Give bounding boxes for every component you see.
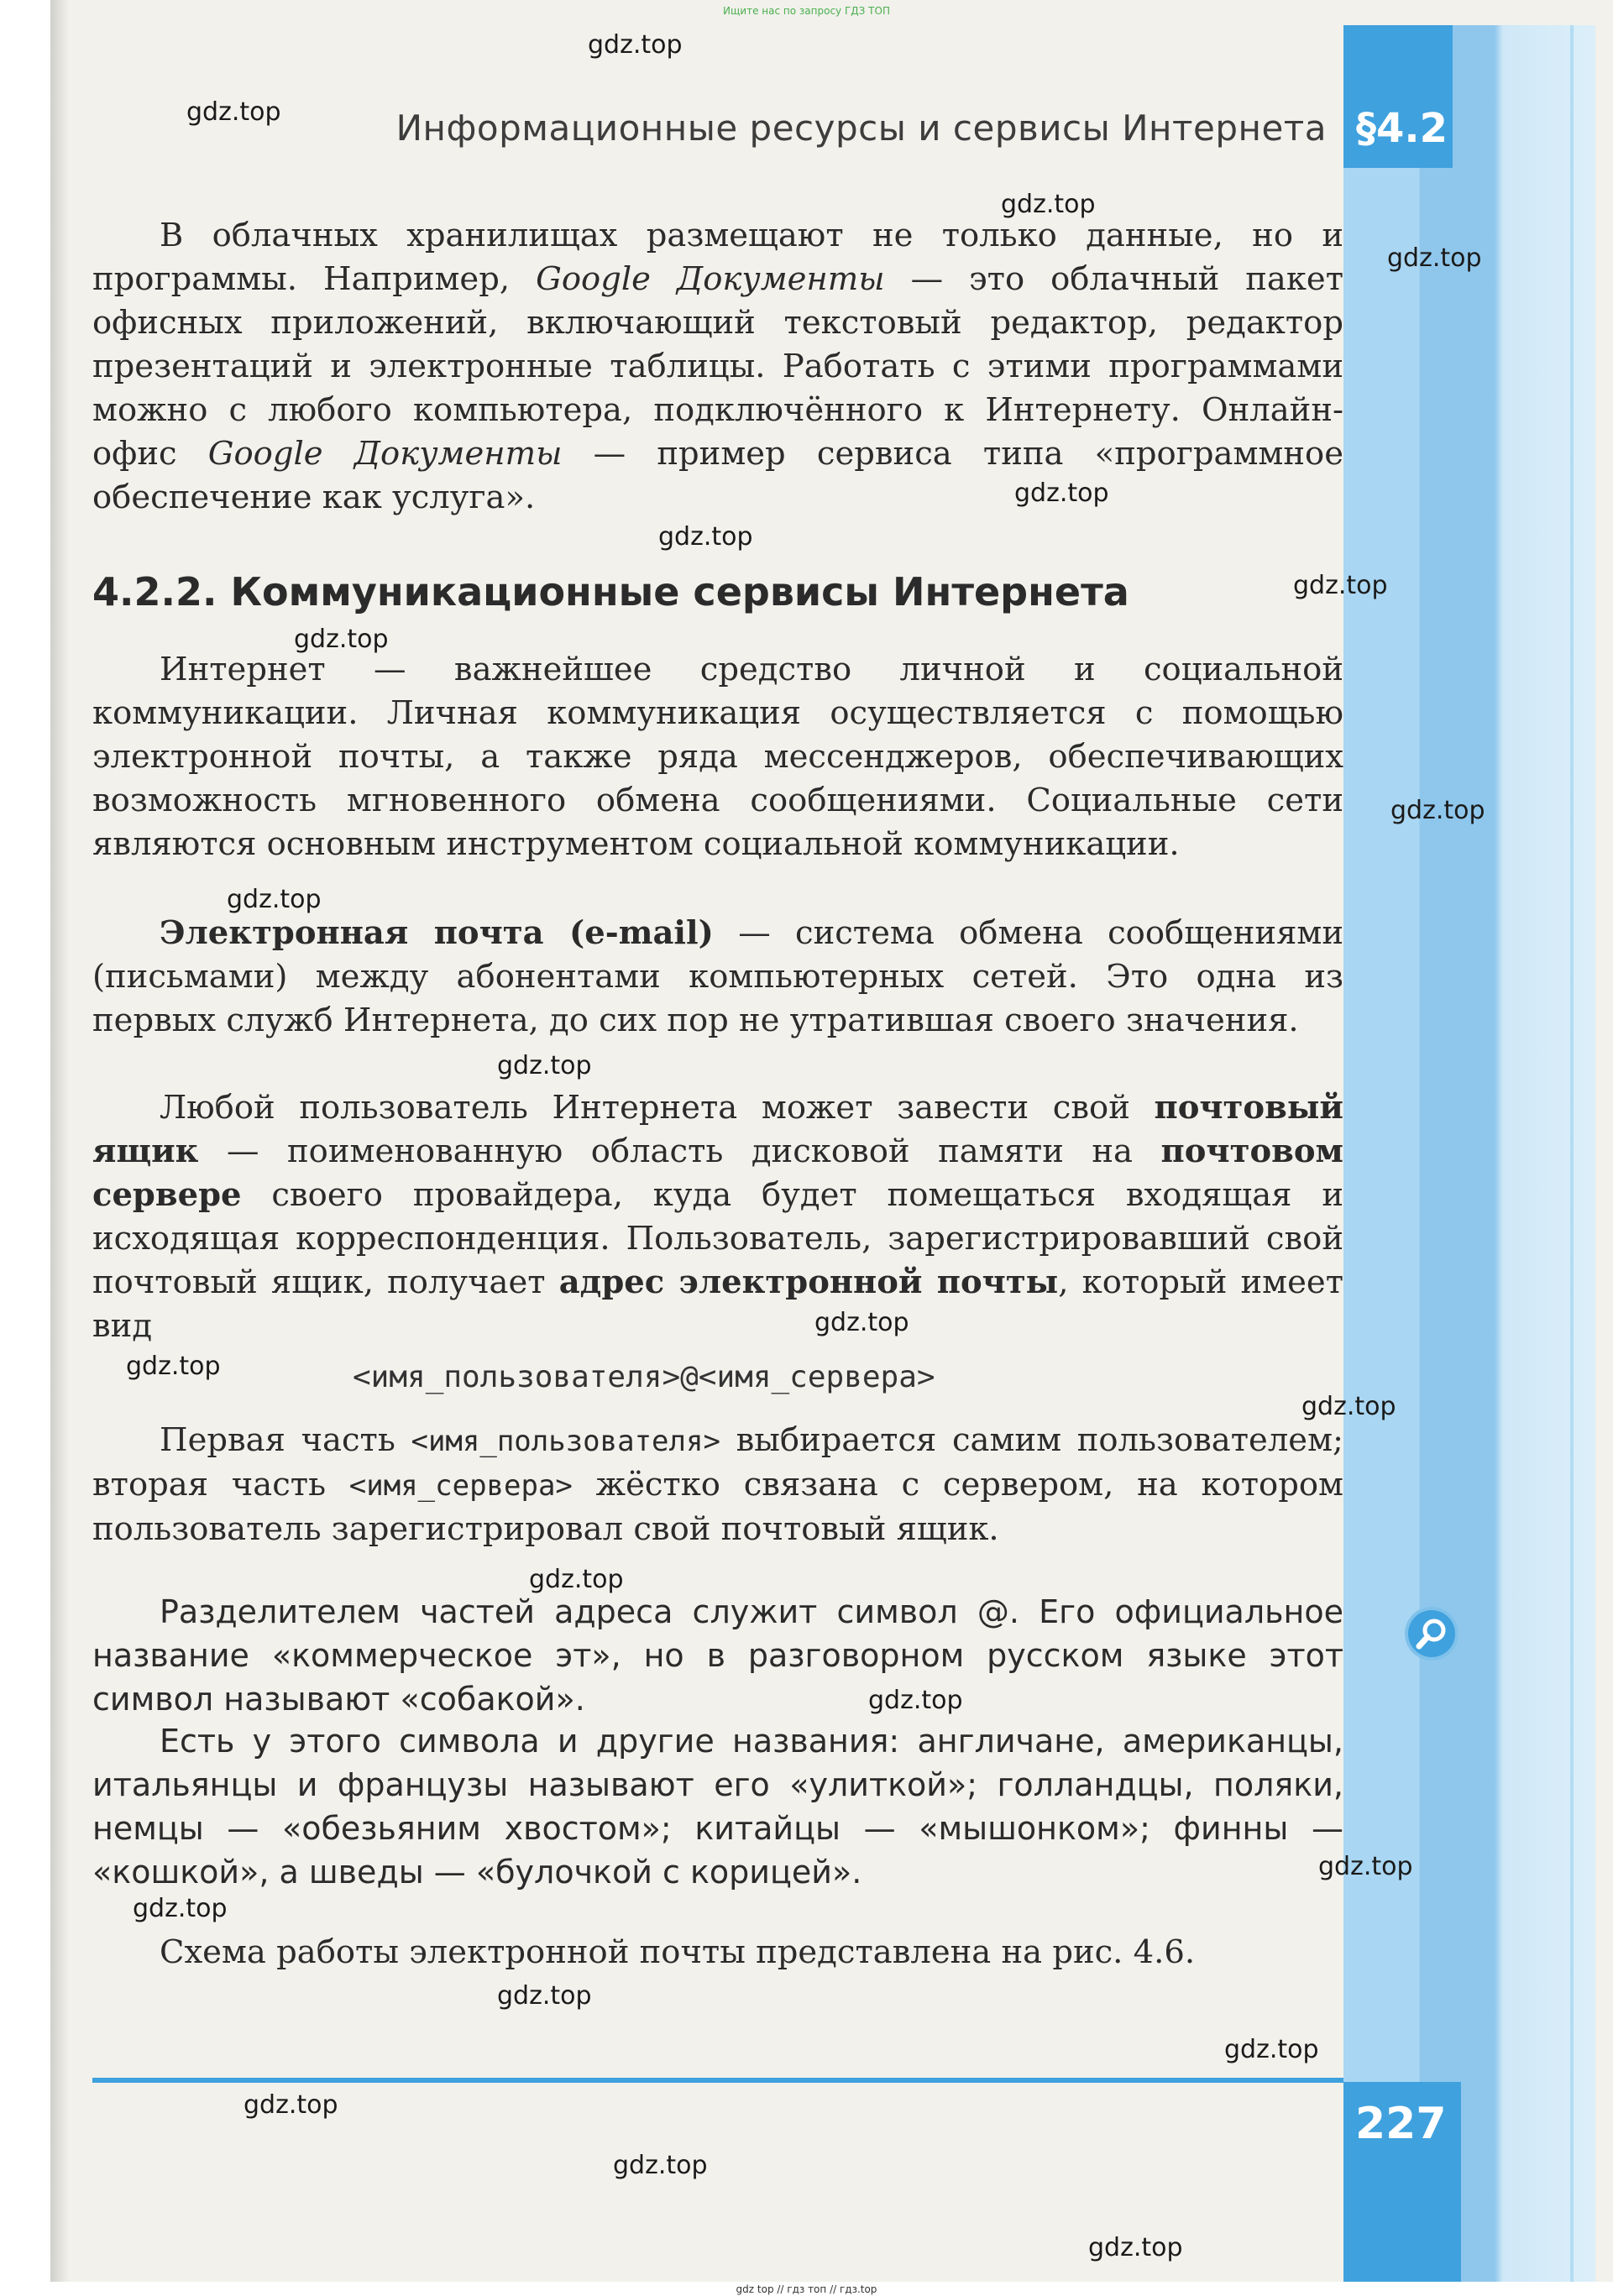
page-fold-shadow	[50, 0, 69, 2282]
footer-rule	[92, 2078, 1343, 2083]
watermark: gdz.top	[1301, 1392, 1396, 1421]
watermark: gdz.top	[1014, 479, 1109, 508]
running-head: Информационные ресурсы и сервисы Интернета	[395, 107, 1327, 149]
watermark: gdz.top	[868, 1686, 963, 1715]
watermark: gdz.top	[1390, 796, 1485, 825]
magnifier-icon	[1408, 1610, 1455, 1657]
watermark: gdz.top	[227, 885, 322, 914]
address-format: <имя_пользователя>@<имя_сервера>	[353, 1360, 935, 1394]
parts-paragraph: Первая часть <имя_пользователя> выбирается самим пользователем; вторая часть <имя_сервера> жёстко связана с сервером, на котором пользователь зарегистрировал свой почтовый ящик.	[92, 1421, 1343, 1548]
cloud-paragraph: В облачных хранилищах размещают не только данные, но и программы. Например, Google Документы — это облачный пакет офисных приложений, включающий текстовый редактор, редактор презентаций и электронные таблицы. Работать с этими программами можно с любого компьютера, подключённого к Интернету. Онлайн-офис Google Документы — пример сервиса типа «программное обеспечение как услуга».	[92, 217, 1343, 516]
watermark: gdz.top	[1318, 1852, 1413, 1881]
watermark: gdz.top	[294, 625, 389, 654]
separator-note: Разделителем частей адреса служит символ @. Его официальное название «коммерческое эт», но в разговорном русском языке этот символ называют «собакой».	[92, 1593, 1343, 1718]
side-color-strip	[1343, 25, 1595, 2282]
watermark: gdz.top	[186, 97, 281, 127]
watermark: gdz.top	[126, 1352, 221, 1381]
watermark: gdz.top	[497, 1051, 592, 1080]
watermark: gdz.top	[1088, 2233, 1183, 2262]
watermark: gdz.top	[1001, 190, 1096, 219]
page-number: 227	[1355, 2099, 1447, 2149]
names-note: Есть у этого символа и другие названия: англичане, американцы, итальянцы и французы называют его «улиткой»; голландцы, поляки, немцы — «обезьяним хвостом»; китайцы — «мышонком»; финны — «кошкой», а шведы — «булочкой с корицей».	[92, 1723, 1343, 1891]
section-tab	[1343, 25, 1453, 168]
watermark: gdz.top	[588, 30, 683, 60]
watermark: gdz.top	[1387, 243, 1482, 273]
bottom-note: gdz top // гдз топ // гдз.top	[736, 2283, 877, 2295]
watermark: gdz.top	[613, 2151, 708, 2180]
page-number-tab	[1343, 2082, 1461, 2282]
watermark: gdz.top	[244, 2090, 338, 2120]
internet-paragraph: Интернет — важнейшее средство личной и социальной коммуникации. Личная коммуникация осуществляется с помощью электронной почты, а также ряда мессенджеров, обеспечивающих возможность мгновенного обмена сообщениями. Социальные сети являются основным инструментом социальной коммуникации.	[92, 651, 1343, 863]
watermark: gdz.top	[133, 1894, 228, 1923]
watermark: gdz.top	[529, 1565, 624, 1594]
watermark: gdz.top	[658, 522, 753, 552]
mailbox-paragraph: Любой пользователь Интернета может завести свой почтовый ящик — поименованную область дисковой памяти на почтовом сервере своего провайдера, куда будет помещаться входящая и исходящая корреспонденция. Пользователь, зарегистрировавший свой почтовый ящик, получает адрес электронной почты, который имеет вид	[92, 1089, 1343, 1345]
section-heading: 4.2.2. Коммуникационные сервисы Интернета	[92, 569, 1129, 615]
watermark: gdz.top	[814, 1308, 909, 1337]
scheme-paragraph: Схема работы электронной почты представлена на рис. 4.6.	[160, 1933, 1196, 1971]
top-note: Ищите нас по запросу ГДЗ ТОП	[723, 5, 890, 17]
watermark: gdz.top	[497, 1981, 592, 2011]
watermark: gdz.top	[1293, 571, 1388, 600]
watermark: gdz.top	[1224, 2035, 1319, 2064]
section-tab-label: §4.2	[1356, 105, 1448, 152]
email-definition: Электронная почта (e-mail) — система обмена сообщениями (письмами) между абонентами компьютерных сетей. Это одна из первых служб Интернета, до сих пор не утратившая своего значения.	[92, 914, 1343, 1039]
